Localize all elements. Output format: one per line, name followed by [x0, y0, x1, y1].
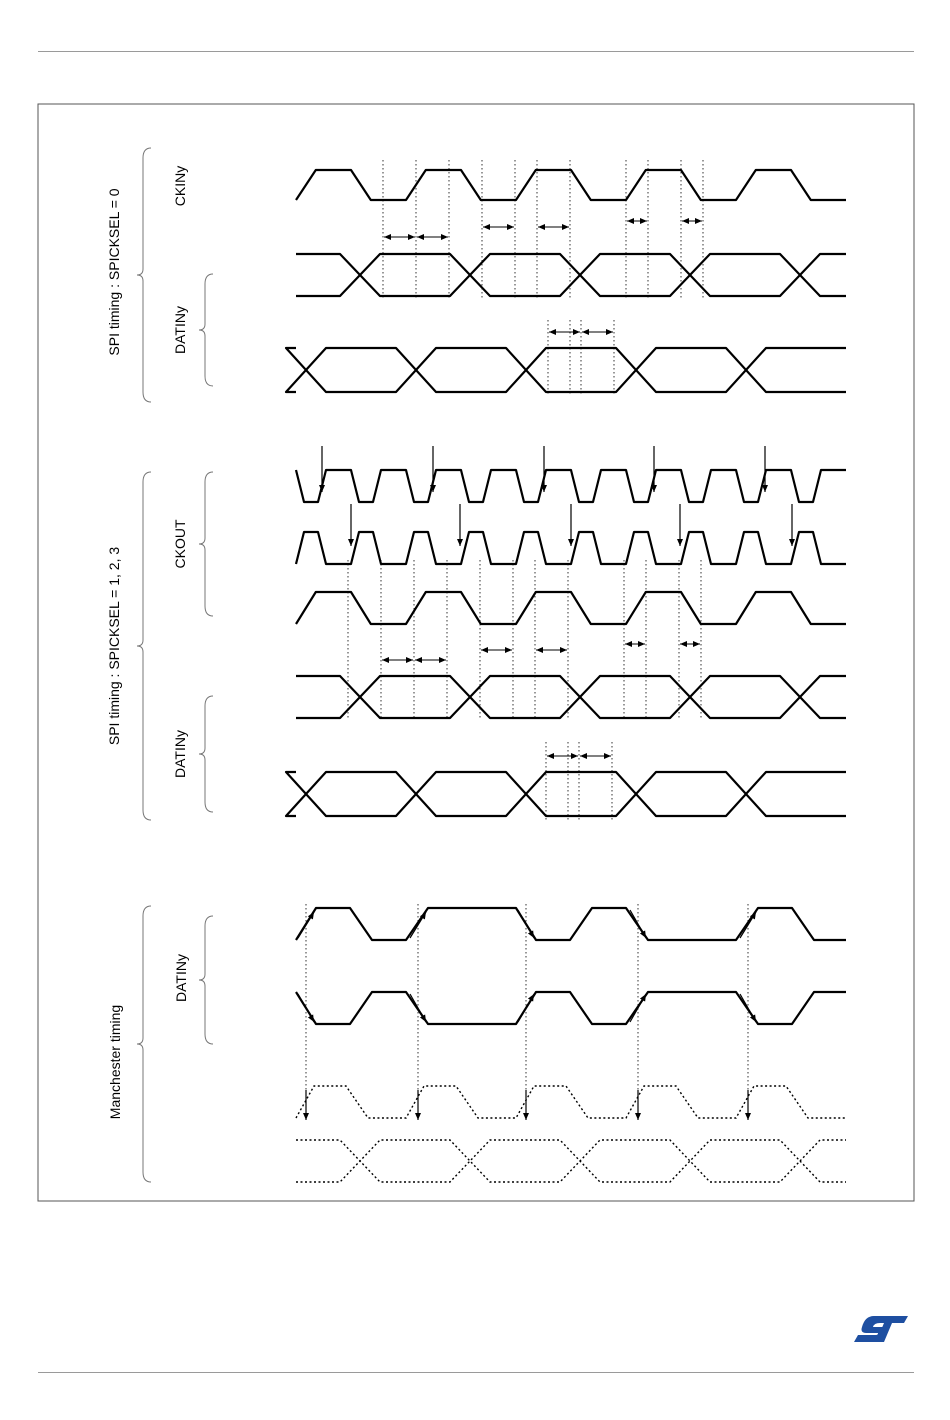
- spi123-datin-b-wave-b: [286, 772, 846, 816]
- spi0-datin-b-wave-a: [286, 348, 846, 392]
- manchester-datin-a-wave: [296, 908, 846, 940]
- spi0-ckin-label: CKINy: [172, 165, 188, 207]
- spi0-datin-brace: [199, 274, 213, 386]
- manchester-edge-a-0: [298, 912, 314, 938]
- st-logo: [852, 1310, 910, 1346]
- manchester-datin-b-wave: [296, 992, 846, 1024]
- spi0-datin-b-wave-b: [286, 348, 846, 392]
- spi123-datin-b-wave-a: [286, 772, 846, 816]
- spi123-datin-a-wave-b: [296, 676, 846, 718]
- spi0-group-title: SPI timing : SPICKSEL = 0: [106, 188, 122, 356]
- spi123-clk-wave: [296, 592, 846, 624]
- spi0-datin-a-wave-b: [296, 254, 846, 296]
- spi0-datin-label: DATINy: [172, 306, 188, 354]
- manchester-edge-a-4: [740, 912, 756, 938]
- spi123-group-title: SPI timing : SPICKSEL = 1, 2, 3: [106, 546, 122, 746]
- spi123-ckout-a-wave: [296, 470, 846, 502]
- manchester-group-title: Manchester timing: [107, 1004, 123, 1120]
- manchester-clk-wave: [296, 1086, 846, 1118]
- manchester-data-wave-b: [296, 1140, 846, 1182]
- spi0-datin-a-wave-a: [296, 254, 846, 296]
- spi123-ckout-brace: [199, 472, 213, 616]
- manchester-edge-a-1: [410, 912, 426, 938]
- manchester-brace: [137, 906, 151, 1182]
- spi0-ckin-wave: [296, 170, 846, 200]
- spi123-datin-label: DATINy: [172, 730, 188, 778]
- manchester-edge-b-3: [630, 994, 646, 1022]
- manchester-datin-brace: [199, 916, 213, 1044]
- manchester-edge-a-2: [518, 910, 534, 938]
- spi123-datin-a-wave-a: [296, 676, 846, 718]
- spi123-datin-brace: [199, 696, 213, 812]
- manchester-datin-label: DATINy: [173, 954, 189, 1002]
- manchester-edge-b-4: [740, 994, 756, 1022]
- spi0-brace: [137, 148, 151, 402]
- spi123-brace: [137, 472, 151, 820]
- manchester-data-wave-a: [296, 1140, 846, 1182]
- manchester-edge-b-1: [410, 994, 426, 1022]
- spi123-ckout-label: CKOUT: [172, 519, 188, 569]
- manchester-edge-a-3: [630, 910, 646, 938]
- manchester-edge-b-2: [518, 994, 534, 1022]
- manchester-edge-b-0: [298, 994, 314, 1022]
